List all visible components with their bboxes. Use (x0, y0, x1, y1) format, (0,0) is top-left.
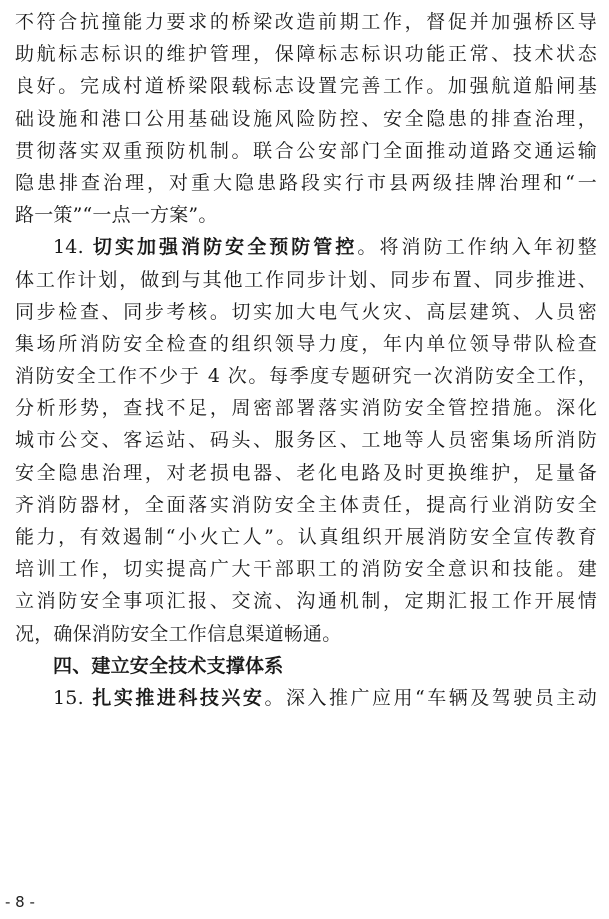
paragraph-line: 况，确保消防安全工作信息渠道畅通。 (15, 622, 342, 645)
paragraph-line: 齐消防器材，全面落实消防安全主体责任，提高行业消防安全 (15, 493, 597, 516)
section-15-first-line-rest: 。深入推广应用“车辆及驾驶员主动 (264, 686, 597, 709)
paragraph-line: 消防安全工作不少于 4 次。每季度专题研究一次消防安全工作， (15, 365, 597, 388)
page-number: - 8 - (5, 893, 35, 911)
paragraph-line: 立消防安全事项汇报、交流、沟通机制，定期汇报工作开展情 (15, 590, 597, 613)
paragraph-line: 体工作计划，做到与其他工作同步计划、同步布置、同步推进、 (15, 268, 597, 291)
paragraph-line: 路一策”“一点一方案”。 (15, 204, 218, 227)
section-14-title: 切实加强消防安全预防管控 (92, 236, 358, 259)
paragraph-line: 集场所消防安全检查的组织领导力度，年内单位领导带队检查 (15, 332, 597, 355)
paragraph-line: 同步检查、同步考核。切实加大电气火灾、高层建筑、人员密 (15, 300, 597, 323)
section-15-first-line (15, 682, 597, 714)
section-14-first-line-rest: 。将消防工作纳入年初整 (357, 236, 598, 259)
paragraph-line: 培训工作，切实提高广大干部职工的消防安全意识和技能。建 (15, 558, 597, 581)
section-15-number: 15. (53, 686, 93, 709)
paragraph-line: 不符合抗撞能力要求的桥梁改造前期工作，督促并加强桥区导 (15, 11, 597, 33)
section-14-first-line (15, 231, 597, 263)
body-text (15, 6, 597, 714)
section-14-number: 14. (53, 236, 93, 259)
paragraph-line: 能力，有效遏制“小火亡人”。认真组织开展消防安全宣传教育 (15, 526, 597, 548)
paragraph-line: 安全隐患治理，对老损电器、老化电路及时更换维护，足量备 (15, 461, 597, 484)
paragraph-line: 良好。完成村道桥梁限载标志设置完善工作。加强航道船闸基 (15, 75, 597, 98)
paragraph-line: 隐患排查治理，对重大隐患路段实行市县两级挂牌治理和“一 (15, 171, 597, 194)
section-15-title: 扎实推进科技兴安 (92, 686, 265, 709)
paragraph-line: 础设施和港口公用基础设施风险防控、安全隐患的排查治理， (15, 107, 597, 130)
paragraph-line: 贯彻落实双重预防机制。联合公安部门全面推动道路交通运输 (15, 139, 597, 162)
paragraph-line: 分析形势，查找不足，周密部署落实消防安全管控措施。深化 (15, 397, 597, 420)
paragraph-line: 城市公交、客运站、码头、服务区、工地等人员密集场所消防 (15, 429, 597, 452)
paragraph-line: 助航标志标识的维护管理，保障标志标识功能正常、技术状态 (15, 43, 597, 66)
section-heading: 四、建立安全技术支撑体系 (53, 654, 284, 677)
